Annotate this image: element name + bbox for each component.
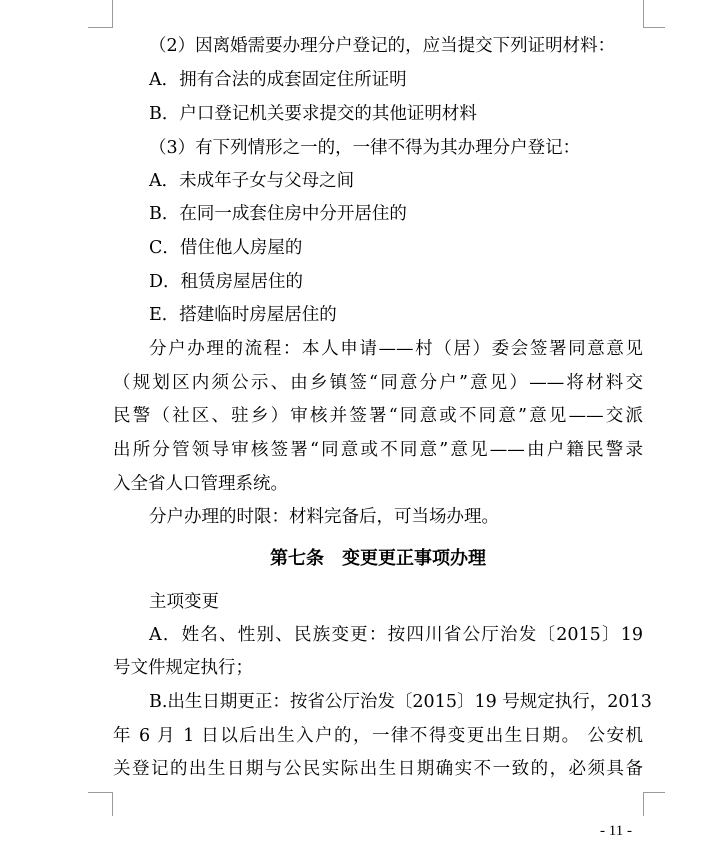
text-line: B．在同一成套住房中分开居住的 (149, 204, 407, 224)
text-line: A．拥有合法的成套固定住所证明 (149, 70, 407, 90)
crop-mark-top-left-vertical (112, 0, 113, 28)
text-line: D．租赁房屋居住的 (149, 272, 304, 292)
text-line: 关登记的出生日期与公民实际出生日期确实不一致的，必须具备 (113, 759, 643, 779)
crop-mark-bottom-right-horizontal (643, 792, 665, 793)
crop-mark-bottom-left-vertical (112, 792, 113, 816)
text-line: 分户办理的时限：材料完备后，可当场办理。 (149, 507, 499, 527)
text-line: 主项变更 (149, 592, 219, 612)
page-number: - 11 - (600, 823, 632, 839)
text-line: B．户口登记机关要求提交的其他证明材料 (149, 104, 477, 124)
text-line: A．未成年子女与父母之间 (149, 171, 355, 191)
section-heading: 第七条 变更更正事项办理 (270, 548, 486, 569)
crop-mark-bottom-left-horizontal (88, 792, 113, 793)
crop-mark-bottom-right-vertical (643, 792, 644, 816)
text-line: C．借住他人房屋的 (149, 238, 303, 258)
text-line: B.出生日期更正：按省公厅治发〔2015〕19 号规定执行，2013 (149, 692, 652, 712)
text-line: （3）有下列情形之一的，一律不得为其办理分户登记： (149, 138, 581, 158)
text-line: 出所分管领导审核签署“同意或不同意”意见——由户籍民警录 (113, 440, 643, 460)
text-line: A．姓名、性别、民族变更：按四川省公厅治发〔2015〕19 (149, 625, 643, 645)
crop-mark-top-right-vertical (643, 0, 644, 28)
crop-mark-top-left-horizontal (88, 27, 113, 28)
text-line: 入全省人口管理系统。 (113, 474, 288, 494)
text-line: （2）因离婚需要办理分户登记的，应当提交下列证明材料： (149, 36, 616, 56)
text-line: 分户办理的流程：本人申请——村（居）委会签署同意意见 (149, 339, 643, 359)
text-line: 年 6 月 1 日以后出生入户的，一律不得变更出生日期。 公安机 (113, 726, 643, 746)
text-line: 号文件规定执行； (113, 658, 253, 678)
text-line: （规划区内须公示、由乡镇签“同意分户”意见）——将材料交 (113, 373, 643, 393)
crop-mark-top-right-horizontal (643, 27, 665, 28)
text-line: 民警（社区、驻乡）审核并签署“同意或不同意”意见——交派 (113, 406, 643, 426)
text-line: E．搭建临时房屋居住的 (149, 305, 337, 325)
